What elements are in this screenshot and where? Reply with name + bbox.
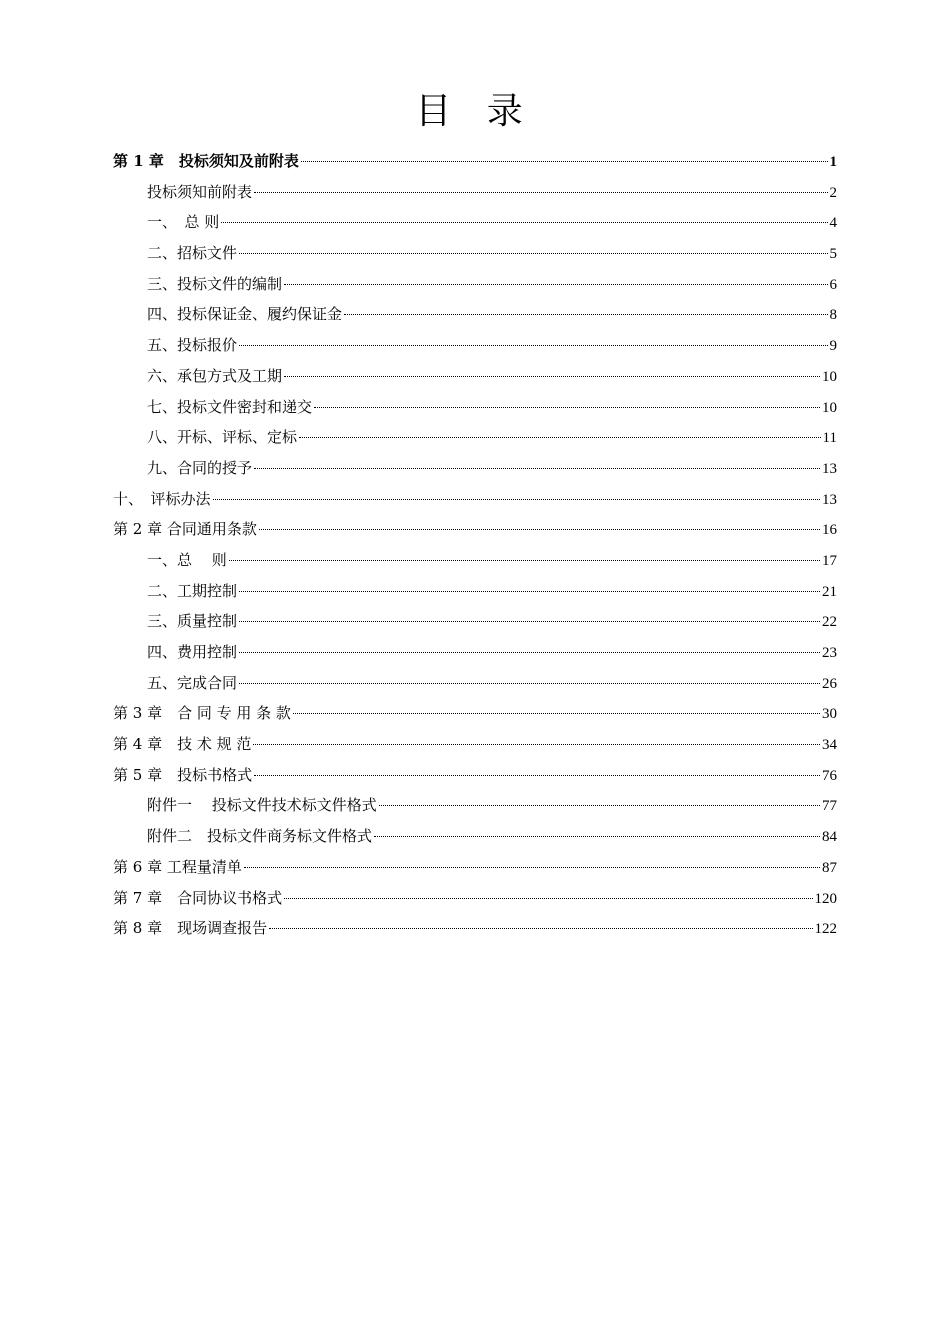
toc-entry-page: 77 (822, 798, 837, 815)
toc-entry-page: 23 (822, 645, 837, 661)
toc-entry[interactable] (113, 545, 837, 576)
toc-entry-page: 22 (822, 614, 837, 631)
toc-entry-label: 三、投标文件的编制 (147, 274, 283, 293)
toc-entry-label: 四、投标保证金、履约保证金 (147, 305, 343, 324)
toc-entry-label: 七、投标文件密封和递交 (147, 397, 313, 416)
toc-entry-label: 三、质量控制 (147, 612, 238, 631)
toc-entry-label: 第 8 章 现场调查报告 (113, 919, 268, 938)
toc-entry[interactable] (113, 207, 837, 238)
toc-entry-page: 120 (814, 890, 837, 907)
dot-leader (293, 713, 820, 714)
toc-entry-page: 21 (822, 583, 837, 600)
toc-entry[interactable] (113, 238, 837, 269)
dot-leader (254, 468, 820, 469)
toc-entry-label: 投标须知前附表 (147, 182, 253, 201)
toc-entry-chapter-3[interactable] (113, 698, 837, 729)
toc-entry-label: 第 3 章 合 同 专 用 条 款 (113, 704, 291, 723)
toc-entry[interactable] (113, 606, 837, 637)
toc-entry-page: 13 (822, 491, 837, 508)
dot-leader (269, 928, 812, 929)
page-title: 目 录 (415, 91, 535, 132)
dot-leader (239, 253, 827, 254)
toc-entry-evaluation[interactable] (113, 484, 837, 515)
toc-entry-label: 二、招标文件 (147, 244, 238, 263)
toc-entry-page: 9 (829, 338, 837, 355)
toc-entry[interactable] (113, 668, 837, 699)
dot-leader (239, 345, 827, 346)
toc-entry-chapter-2[interactable] (113, 514, 837, 545)
toc-entry-chapter-5[interactable] (113, 760, 837, 791)
toc-entry-page: 1 (829, 154, 837, 170)
toc-entry-label: 第 7 章 合同协议书格式 (113, 888, 283, 907)
toc-entry-page: 5 (829, 246, 837, 263)
dot-leader (254, 192, 827, 193)
toc-entry-page: 30 (822, 706, 837, 723)
toc-entry-chapter-1[interactable] (113, 146, 837, 177)
toc-entry-label: 十、 评标办法 (113, 489, 211, 508)
dot-leader (254, 775, 820, 776)
dot-leader (259, 529, 820, 530)
toc-entry-label: 五、完成合同 (147, 673, 238, 692)
toc-entry-page: 2 (829, 184, 837, 201)
toc-entry-label: 一、总 则 (147, 550, 227, 569)
toc-entry-label: 五、投标报价 (147, 336, 238, 355)
toc-entry-appendix-1[interactable] (113, 790, 837, 821)
dot-leader (229, 560, 820, 561)
toc-entry-page: 76 (822, 767, 837, 784)
dot-leader (239, 621, 820, 622)
toc-entry-label: 附件二 投标文件商务标文件格式 (147, 827, 373, 846)
dot-leader (213, 499, 820, 500)
toc-entry-label: 第 2 章 合同通用条款 (113, 520, 257, 539)
toc-entry-page: 87 (822, 859, 837, 876)
toc-entry[interactable] (113, 576, 837, 607)
dot-leader (239, 683, 820, 684)
toc-entry-page: 10 (822, 399, 837, 416)
toc-entry-label: 四、费用控制 (147, 643, 238, 661)
toc-entry-label: 第 5 章 投标书格式 (113, 765, 253, 784)
toc-entry-page: 8 (829, 307, 837, 324)
toc-entry-label: 第 4 章 技 术 规 范 (113, 735, 252, 754)
dot-leader (253, 744, 820, 745)
toc-entry[interactable] (113, 453, 837, 484)
toc-entry-page: 84 (822, 829, 837, 846)
toc-entry-page: 4 (829, 215, 837, 232)
toc-entry-label: 一、 总 则 (147, 213, 220, 232)
dot-leader (239, 652, 820, 653)
toc-entry[interactable] (113, 422, 837, 453)
toc-entry[interactable] (113, 637, 837, 668)
dot-leader (344, 314, 827, 315)
toc-entry-label: 附件一 投标文件技术标文件格式 (147, 796, 377, 815)
toc-entry-page: 11 (822, 430, 837, 447)
dot-leader (221, 222, 827, 223)
toc-entry-label: 六、承包方式及工期 (147, 366, 283, 385)
toc-entry-chapter-4[interactable] (113, 729, 837, 760)
toc-entry[interactable] (113, 269, 837, 300)
toc-entry-page: 16 (822, 522, 837, 539)
toc-entry[interactable] (113, 299, 837, 330)
toc-entry-page: 26 (822, 675, 837, 692)
dot-leader (379, 805, 820, 806)
toc-entry[interactable] (113, 392, 837, 423)
dot-leader (284, 376, 820, 377)
toc-entry-label: 九、合同的授予 (147, 458, 253, 477)
dot-leader (314, 407, 820, 408)
toc-entry-chapter-7[interactable] (113, 883, 837, 914)
toc-entry-page: 6 (829, 276, 837, 293)
toc-entry-appendix-2[interactable] (113, 821, 837, 852)
toc-entry[interactable] (113, 177, 837, 208)
toc-entry[interactable] (113, 361, 837, 392)
toc-entry-label: 第 1 章 投标须知及前附表 (113, 152, 299, 170)
dot-leader (244, 867, 820, 868)
toc-entry-chapter-6[interactable] (113, 852, 837, 883)
toc-entry-label: 八、开标、评标、定标 (147, 428, 298, 447)
dot-leader (374, 836, 820, 837)
dot-leader (239, 591, 820, 592)
dot-leader (284, 284, 827, 285)
toc-entry[interactable] (113, 330, 837, 361)
dot-leader (284, 898, 812, 899)
toc-entry-label: 二、工期控制 (147, 581, 238, 600)
toc-entry-page: 10 (822, 368, 837, 385)
toc-entry-page: 122 (814, 921, 837, 938)
dot-leader (301, 161, 828, 162)
toc-entry-chapter-8[interactable] (113, 913, 837, 944)
toc-entry-page: 34 (822, 737, 837, 754)
dot-leader (299, 437, 821, 438)
table-of-contents (113, 146, 837, 944)
toc-entry-page: 13 (822, 460, 837, 477)
toc-entry-page: 17 (822, 552, 837, 569)
toc-entry-label: 第 6 章 工程量清单 (113, 857, 242, 876)
